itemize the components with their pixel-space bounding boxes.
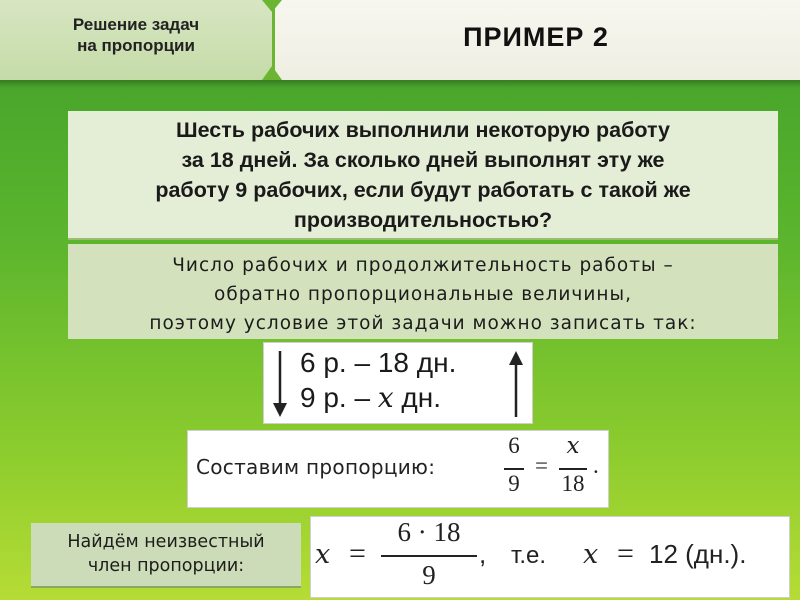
workers-count-2: 9 р. – <box>300 382 371 413</box>
condition-table <box>263 342 533 424</box>
proportion-box <box>187 430 609 508</box>
result-box <box>310 516 790 598</box>
find-line-2: член пропорции: <box>87 556 245 576</box>
result-denominator: 9 <box>422 560 436 590</box>
result-numerator: 6 · 18 <box>397 517 461 547</box>
task-panel <box>68 111 778 240</box>
proportion-right-fraction <box>557 433 589 505</box>
section-title-line1: Решение задач <box>72 15 200 34</box>
result-fraction <box>381 517 477 597</box>
explanation-panel <box>68 244 778 339</box>
fraction-numerator: 6 <box>508 433 520 458</box>
result-ie: т.е. <box>511 542 547 569</box>
section-title-panel <box>0 0 275 80</box>
find-panel <box>31 523 301 588</box>
header <box>0 0 800 80</box>
task-line: производительностью? <box>293 208 553 232</box>
explanation-line: поэтому условие этой задачи можно записать так: <box>149 313 697 334</box>
fraction-bar <box>504 468 524 470</box>
result-equals-2: = <box>617 537 634 570</box>
result-value: 12 (дн.). <box>649 539 747 569</box>
task-line: за 18 дней. За сколько дней выполнят эту же <box>181 148 665 172</box>
find-text <box>31 530 301 578</box>
days-unit-2: дн. <box>401 382 442 413</box>
task-line: Шесть рабочих выполнили некоторую работу <box>176 118 670 142</box>
result-comma: , <box>479 539 487 569</box>
fraction-numerator: x <box>566 433 580 459</box>
explanation-line: обратно пропорциональные величины, <box>214 284 632 305</box>
section-title-line2: на пропорции <box>77 36 195 55</box>
condition-row-2 <box>300 381 441 414</box>
section-title <box>0 14 272 56</box>
equals-sign: = <box>535 453 548 478</box>
result-equals: = <box>349 537 366 570</box>
corner-decoration-icon <box>262 0 282 12</box>
header-shadow <box>0 80 800 88</box>
example-title: ПРИМЕР 2 <box>463 22 609 52</box>
result-variable: x <box>315 539 331 570</box>
fraction-denominator: 9 <box>508 471 520 496</box>
arrow-down-icon <box>270 349 290 419</box>
fraction-bar <box>559 468 587 470</box>
arrow-up-icon <box>506 349 526 419</box>
condition-row-1 <box>300 347 456 379</box>
result-variable-2: x <box>583 539 599 570</box>
proportion-period: . <box>593 453 599 478</box>
explanation-line: Число рабочих и продолжительность работы – <box>172 255 674 276</box>
proportion-label: Составим пропорцию: <box>196 455 436 479</box>
proportion-left-fraction <box>502 433 526 505</box>
corner-decoration-bottom-icon <box>262 66 282 80</box>
find-line-1: Найдём неизвестный <box>67 532 265 552</box>
result-fraction-bar <box>381 555 477 557</box>
days-count-1: 18 дн. <box>377 347 457 378</box>
unknown-variable: x <box>377 381 394 414</box>
explanation-text <box>68 251 778 338</box>
task-line: работу 9 рабочих, если будут работать с такой же <box>155 178 691 202</box>
fraction-denominator: 18 <box>561 471 585 496</box>
task-text <box>68 115 778 235</box>
workers-count-1: 6 р. – <box>300 347 371 378</box>
